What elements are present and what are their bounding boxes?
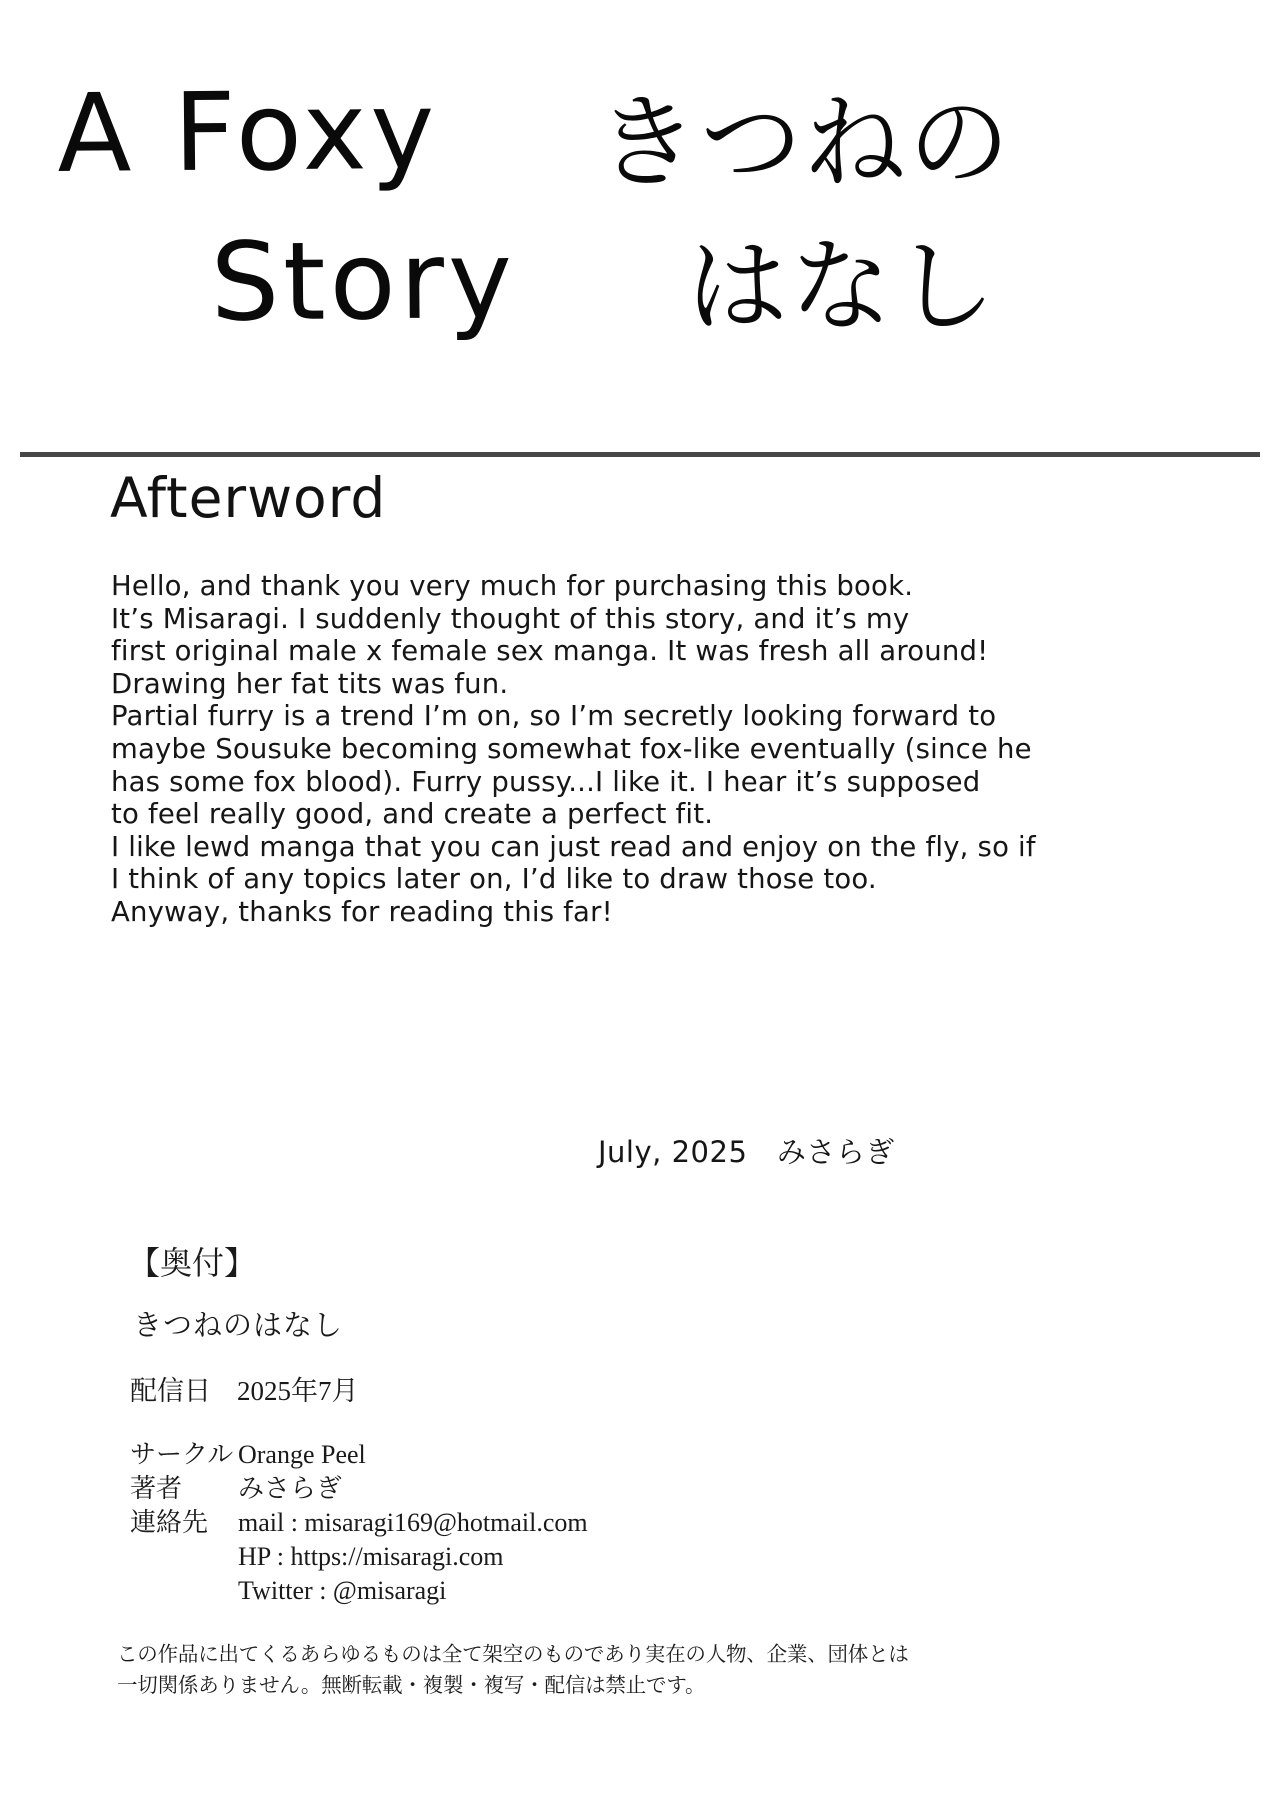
contact-label [130, 1540, 238, 1574]
colophon-heading: 【奥付】 [128, 1245, 257, 1281]
afterword-line: Partial furry is a trend I’m on, so I’m secretly looking forward to [111, 700, 997, 733]
circle-name: Orange Peel [238, 1440, 366, 1469]
afterword-paragraph [111, 570, 1036, 929]
title-japanese-line2: はなし [686, 228, 998, 347]
contact-label: 連絡先 [130, 1508, 209, 1537]
mail-address: mail : misaragi169@hotmail.com [238, 1508, 588, 1537]
homepage-url: HP : https://misaragi.com [238, 1542, 504, 1571]
afterword-heading: Afterword [110, 466, 387, 530]
separator-line [20, 452, 1260, 457]
disclaimer-line: この作品に出てくるあらゆるものは全て架空のものであり実在の人物、企業、団体とは [117, 1644, 909, 1666]
contact-row-mail [130, 1506, 588, 1540]
twitter-handle: Twitter : @misaragi [238, 1576, 447, 1605]
afterword-line: first original male x female sex manga. It was fresh all around! [111, 635, 989, 668]
afterword-line: I like lewd manga that you can just read and enjoy on the fly, so if [111, 830, 1036, 863]
afterword-line: Anyway, thanks for reading this far! [111, 895, 613, 928]
afterword-line: maybe Sousuke becoming somewhat fox-like eventually (since he [111, 732, 1032, 765]
author-name: みさらぎ [238, 1474, 343, 1503]
contact-row-author [130, 1472, 588, 1506]
release-date-label: 配信日 [130, 1376, 211, 1406]
colophon-book-title: きつねのはなし [133, 1310, 344, 1342]
afterword-line: It’s Misaragi. I suddenly thought of this story, and it’s my [111, 602, 910, 635]
afterword-line: has some fox blood). Furry pussy...I like it. I hear it’s supposed [111, 765, 981, 798]
title-english-line1: A Foxy [56, 68, 439, 197]
afterword-line: Drawing her fat tits was fun. [111, 667, 509, 700]
contact-row-twitter [130, 1574, 588, 1608]
afterword-line: to feel really good, and create a perfect fit. [111, 798, 714, 831]
title-japanese-line1: きつねの [596, 84, 1012, 203]
contact-label: 著者 [130, 1474, 183, 1503]
afterword-line: Hello, and thank you very much for purchasing this book. [111, 570, 914, 602]
disclaimer [117, 1640, 909, 1701]
contact-row-circle [130, 1438, 588, 1472]
disclaimer-line: 一切関係ありません。無断転載・複製・複写・配信は禁止です。 [117, 1674, 706, 1697]
release-date-row [130, 1369, 359, 1408]
contact-block [130, 1438, 588, 1608]
title-english-line2: Story [210, 218, 517, 346]
release-date-value: 2025年7月 [237, 1376, 359, 1406]
afterword-line: I think of any topics later on, I’d like to draw those too. [111, 863, 877, 896]
contact-label: サークル [130, 1440, 234, 1469]
contact-label [130, 1574, 238, 1608]
contact-row-homepage [130, 1540, 588, 1574]
title-english [57, 56, 517, 360]
title-japanese [596, 72, 1012, 360]
signature-line: July, 2025 みさらぎ [598, 1135, 895, 1169]
